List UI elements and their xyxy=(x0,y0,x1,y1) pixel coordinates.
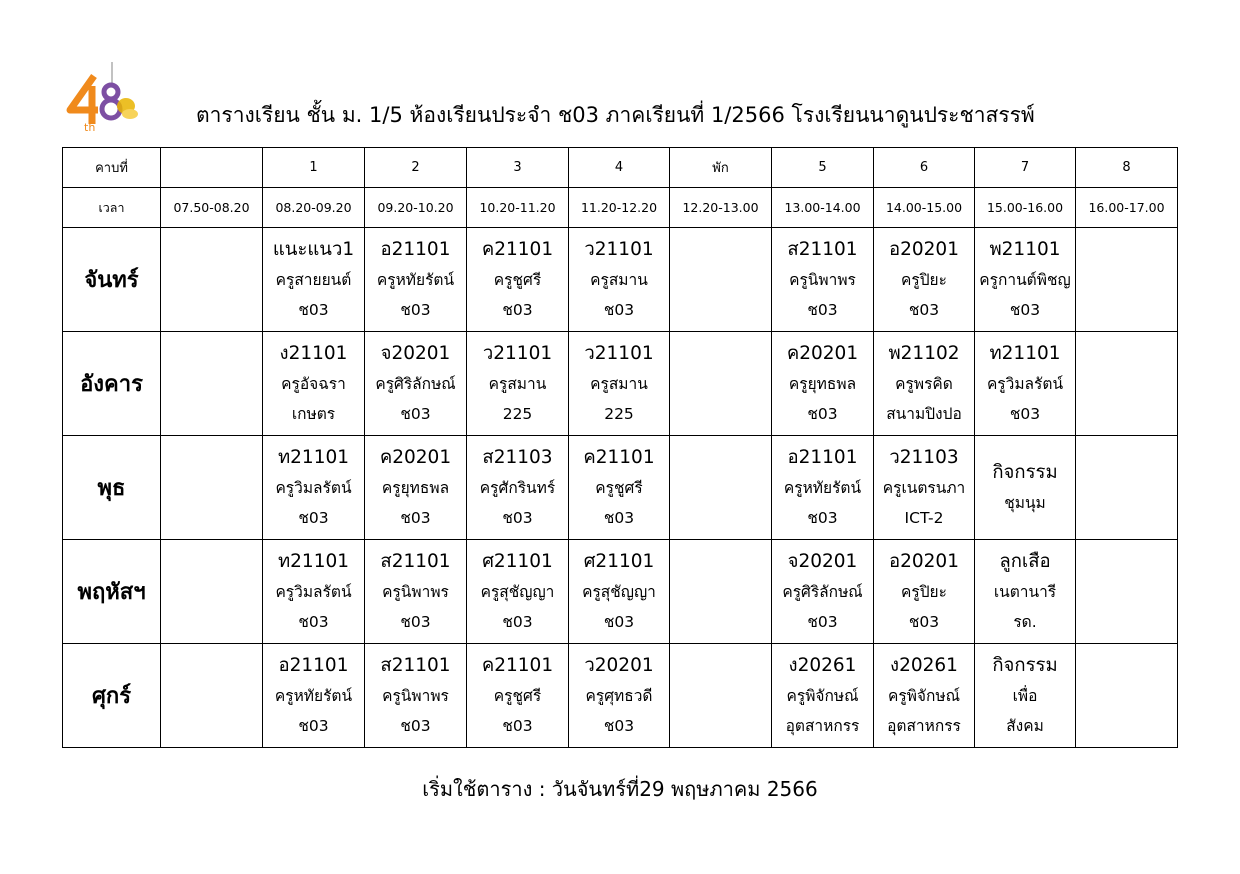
class-code-text: ว21101 xyxy=(584,238,654,260)
class-code-text: ศ21101 xyxy=(482,550,553,572)
class-code-text: อ20201 xyxy=(889,550,959,572)
class-teacher-text: ครูวิมลรัตน์ xyxy=(986,374,1064,393)
class-cell xyxy=(365,228,467,332)
class-room-text: ช03 xyxy=(908,300,940,319)
day-name-cell: พุธ xyxy=(63,436,161,540)
class-cell xyxy=(161,332,263,436)
class-cell xyxy=(1076,228,1178,332)
class-teacher-text: ครูวิมลรัตน์ xyxy=(275,582,352,601)
class-teacher-text: ครูยุทธพล xyxy=(381,478,450,497)
class-cell xyxy=(975,644,1076,748)
class-cell xyxy=(569,436,670,540)
class-code-text: ว21101 xyxy=(584,342,654,364)
class-room-text: รด. xyxy=(1013,612,1037,631)
period-number-cell: 7 xyxy=(975,148,1076,188)
class-cell xyxy=(365,540,467,644)
class-code-text: อ21101 xyxy=(787,446,858,468)
class-code-text: อ20201 xyxy=(889,238,959,260)
class-teacher-text: ครูปิยะ xyxy=(901,582,947,601)
class-code-text: ลูกเสือ xyxy=(999,550,1051,572)
class-cell xyxy=(569,540,670,644)
class-room-text: ช03 xyxy=(603,300,635,319)
class-room-text: ช03 xyxy=(502,508,533,527)
time-slot-cell: 10.20-11.20 xyxy=(467,188,569,228)
class-cell xyxy=(365,436,467,540)
class-cell xyxy=(772,644,874,748)
day-name-cell: ศุกร์ xyxy=(63,644,161,748)
class-code-text: กิจกรรม xyxy=(992,461,1058,483)
class-cell xyxy=(467,332,569,436)
class-code-text: ค20201 xyxy=(786,342,859,364)
class-room-text: ช03 xyxy=(807,404,838,423)
class-room-text: อุตสาหกรร xyxy=(887,716,961,735)
class-code-text: ง21101 xyxy=(279,342,348,364)
class-teacher-text: ครูศุทธวดี xyxy=(585,686,653,705)
period-number-cell: 8 xyxy=(1076,148,1178,188)
class-teacher-text: ครูวิมลรัตน์ xyxy=(275,478,352,497)
class-cell xyxy=(772,540,874,644)
class-room-text: เกษตร xyxy=(291,404,336,423)
class-teacher-text: ครูยุทธพล xyxy=(788,374,857,393)
class-teacher-text: ครูปิยะ xyxy=(901,270,947,289)
class-code-text: พ21102 xyxy=(888,342,960,364)
class-code-text: กิจกรรม xyxy=(992,654,1058,676)
time-row xyxy=(63,188,1178,228)
day-row xyxy=(63,644,1178,748)
class-cell xyxy=(263,436,365,540)
class-teacher-text: ครูหทัยรัตน์ xyxy=(376,270,455,289)
class-cell xyxy=(1076,644,1178,748)
time-slot-cell: 12.20-13.00 xyxy=(670,188,772,228)
day-row xyxy=(63,332,1178,436)
class-room-text: ช03 xyxy=(298,300,329,319)
class-room-text: ช03 xyxy=(502,716,533,735)
class-cell xyxy=(263,540,365,644)
class-cell xyxy=(569,644,670,748)
class-teacher-text: ครูชูศรี xyxy=(595,478,643,497)
class-code-text: จ20201 xyxy=(787,550,858,572)
class-cell xyxy=(467,540,569,644)
class-room-text: ช03 xyxy=(603,716,635,735)
class-code-text: ว20201 xyxy=(584,654,654,676)
class-teacher-text: เพื่อ xyxy=(1012,686,1038,705)
day-row xyxy=(63,228,1178,332)
class-room-text: ช03 xyxy=(298,508,329,527)
class-room-text: ช03 xyxy=(400,716,431,735)
time-slot-cell: 15.00-16.00 xyxy=(975,188,1076,228)
time-slot-cell: 14.00-15.00 xyxy=(874,188,975,228)
class-cell xyxy=(161,540,263,644)
class-teacher-text: ครูสมาน xyxy=(590,270,648,289)
class-cell xyxy=(772,332,874,436)
class-code-text: จ20201 xyxy=(380,342,451,364)
svg-text:th: th xyxy=(84,121,96,132)
class-teacher-text: ครูศักรินทร์ xyxy=(479,478,556,497)
time-slot-cell: 11.20-12.20 xyxy=(569,188,670,228)
class-cell xyxy=(467,644,569,748)
class-teacher-text: ครูอัจฉรา xyxy=(281,374,346,393)
period-number-cell: 1 xyxy=(263,148,365,188)
class-teacher-text: ครูสมาน xyxy=(488,374,547,393)
class-cell xyxy=(975,540,1076,644)
class-cell xyxy=(161,436,263,540)
class-cell xyxy=(161,644,263,748)
class-room-text: ช03 xyxy=(603,612,635,631)
class-code-text: ค21101 xyxy=(481,654,554,676)
class-teacher-text: ครูสุชัญญา xyxy=(480,582,555,601)
class-code-text: ส21101 xyxy=(787,238,858,260)
class-room-text: ช03 xyxy=(502,300,533,319)
class-room-text: ช03 xyxy=(807,612,838,631)
class-teacher-text: ครูหทัยรัตน์ xyxy=(783,478,862,497)
class-room-text: ช03 xyxy=(502,612,533,631)
class-room-text: ช03 xyxy=(298,612,329,631)
class-teacher-text: ครูหทัยรัตน์ xyxy=(274,686,353,705)
class-room-text: ช03 xyxy=(298,716,329,735)
time-slot-cell: 08.20-09.20 xyxy=(263,188,365,228)
class-code-text: ส21103 xyxy=(482,446,553,468)
class-cell xyxy=(467,228,569,332)
class-room-text: ช03 xyxy=(807,300,838,319)
class-teacher-text: ครูสุชัญญา xyxy=(582,582,656,601)
class-code-text: อ21101 xyxy=(278,654,349,676)
class-code-text: ค21101 xyxy=(583,446,655,468)
time-slot-cell: 13.00-14.00 xyxy=(772,188,874,228)
period-header-row xyxy=(63,148,1178,188)
class-code-text: ส21101 xyxy=(380,654,451,676)
timetable xyxy=(62,147,1178,748)
class-cell xyxy=(670,436,772,540)
class-cell xyxy=(365,332,467,436)
class-code-text: ว21101 xyxy=(482,342,553,364)
class-teacher-text: ครูชูศรี xyxy=(493,270,542,289)
day-name-cell: อังคาร xyxy=(63,332,161,436)
class-room-text: ช03 xyxy=(1009,300,1041,319)
class-room-text: ช03 xyxy=(908,612,940,631)
period-number-cell: 6 xyxy=(874,148,975,188)
class-teacher-text: ครูสมาน xyxy=(590,374,648,393)
class-cell xyxy=(670,644,772,748)
class-code-text: ส21101 xyxy=(380,550,451,572)
school-48th-anniversary-logo xyxy=(64,62,142,132)
class-room-text: ช03 xyxy=(807,508,838,527)
class-code-text: ง20261 xyxy=(788,654,857,676)
class-code-text: ท21101 xyxy=(277,550,350,572)
period-number-cell: 3 xyxy=(467,148,569,188)
period-header-label: คาบที่ xyxy=(63,148,161,188)
class-cell xyxy=(975,228,1076,332)
class-room-text: ช03 xyxy=(400,508,431,527)
class-cell xyxy=(874,332,975,436)
page-title: ตารางเรียน ชั้น ม. 1/5 ห้องเรียนประจำ ช03 ภาคเรียนที่ 1/2566 โรงเรียนนาดูนประชาสรรพ์ xyxy=(196,103,1035,127)
time-slot-cell: 09.20-10.20 xyxy=(365,188,467,228)
class-cell xyxy=(263,228,365,332)
class-cell xyxy=(263,644,365,748)
class-room-text: สังคม xyxy=(1006,716,1044,735)
class-teacher-text: ครูชูศรี xyxy=(493,686,542,705)
time-slot-cell: 07.50-08.20 xyxy=(161,188,263,228)
period-number-cell: 5 xyxy=(772,148,874,188)
class-room-text: อุตสาหกรร xyxy=(785,716,860,735)
period-number-cell: พัก xyxy=(670,148,772,188)
class-cell xyxy=(467,436,569,540)
class-cell xyxy=(874,644,975,748)
class-room-text: ICT-2 xyxy=(904,508,944,527)
class-code-text: ว21103 xyxy=(889,446,959,468)
day-row xyxy=(63,540,1178,644)
class-cell xyxy=(975,436,1076,540)
class-teacher-text: ครูศิริลักษณ์ xyxy=(375,374,456,393)
class-code-text: ค21101 xyxy=(481,238,554,260)
day-name-cell: พฤหัสฯ xyxy=(63,540,161,644)
time-header-label: เวลา xyxy=(63,188,161,228)
class-cell xyxy=(569,228,670,332)
class-room-text: สนามปิงปอ xyxy=(886,404,962,423)
class-room-text: ช03 xyxy=(400,612,431,631)
class-room-text: ช03 xyxy=(400,404,431,423)
class-cell xyxy=(1076,436,1178,540)
class-cell xyxy=(874,540,975,644)
class-code-text: ค20201 xyxy=(379,446,452,468)
day-name-cell: จันทร์ xyxy=(63,228,161,332)
class-code-text: พ21101 xyxy=(989,238,1061,260)
class-code-text: ท21101 xyxy=(989,342,1061,364)
class-cell xyxy=(975,332,1076,436)
class-cell xyxy=(874,228,975,332)
day-row xyxy=(63,436,1178,540)
period-number-cell: 2 xyxy=(365,148,467,188)
class-cell xyxy=(670,540,772,644)
class-room-text: ช03 xyxy=(603,508,635,527)
class-cell xyxy=(365,644,467,748)
class-room-text: ช03 xyxy=(400,300,431,319)
class-cell xyxy=(1076,540,1178,644)
class-code-text: อ21101 xyxy=(380,238,451,260)
class-teacher-text: ครูพรคิด xyxy=(895,374,953,393)
period-number-cell: 4 xyxy=(569,148,670,188)
class-teacher-text: ครูศิริลักษณ์ xyxy=(782,582,863,601)
class-cell xyxy=(161,228,263,332)
class-teacher-text: ครูนิพาพร xyxy=(382,686,449,705)
class-code-text: ง20261 xyxy=(890,654,958,676)
class-cell xyxy=(1076,332,1178,436)
time-slot-cell: 16.00-17.00 xyxy=(1076,188,1178,228)
class-code-text: ศ21101 xyxy=(583,550,655,572)
class-teacher-text: ครูสายยนต์ xyxy=(275,270,352,289)
start-date-note: เริ่มใช้ตาราง : วันจันทร์ที่29 พฤษภาคม 2566 xyxy=(422,777,818,801)
class-cell xyxy=(263,332,365,436)
class-teacher-text: ครูนิพาพร xyxy=(382,582,449,601)
class-code-text: แนะแนว1 xyxy=(272,238,355,260)
class-cell xyxy=(772,436,874,540)
class-room-text: 225 xyxy=(502,404,533,423)
class-teacher-text: ครูนิพาพร xyxy=(789,270,856,289)
class-teacher-text: ครูเนตรนภา xyxy=(882,478,966,497)
period-number-cell xyxy=(161,148,263,188)
class-cell xyxy=(670,228,772,332)
class-room-text: ช03 xyxy=(1009,404,1041,423)
class-teacher-text: ครูกานต์พิชญ xyxy=(979,270,1071,289)
class-teacher-text: ครูพิจักษณ์ xyxy=(786,686,859,705)
class-cell xyxy=(569,332,670,436)
class-cell xyxy=(874,436,975,540)
class-teacher-text: เนตานารี xyxy=(993,582,1057,601)
class-teacher-text: ชุมนุม xyxy=(1004,493,1046,512)
class-cell xyxy=(670,332,772,436)
class-teacher-text: ครูพิจักษณ์ xyxy=(888,686,960,705)
class-room-text: 225 xyxy=(604,404,634,423)
class-cell xyxy=(772,228,874,332)
class-code-text: ท21101 xyxy=(277,446,350,468)
